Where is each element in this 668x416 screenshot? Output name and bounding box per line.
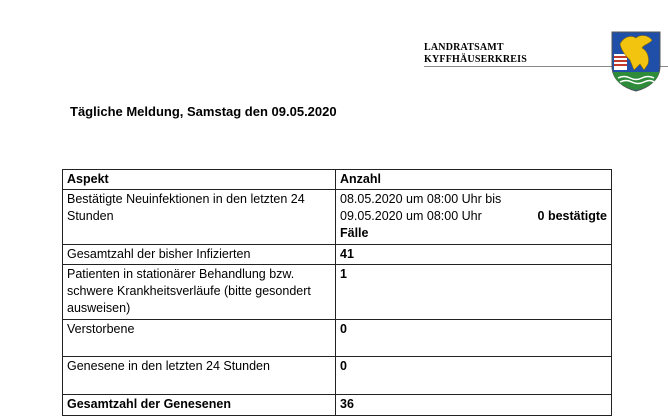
page-title: Tägliche Meldung, Samstag den 09.05.2020 (70, 104, 337, 119)
aspect-cell: Gesamtzahl der bisher Infizierten (63, 245, 336, 265)
aspect-cell: Verstorbene (63, 320, 336, 357)
value-cell: 36 (336, 395, 612, 416)
value-line2: 09.05.2020 um 08:00 Uhr (340, 209, 482, 223)
coat-of-arms-icon (610, 30, 662, 92)
letterhead-line2: KYFFHÄUSERKREIS (424, 54, 528, 65)
column-header-aspekt: Aspekt (63, 170, 336, 190)
value-cell: 1 (336, 265, 612, 320)
table-row (63, 265, 612, 320)
aspect-cell: Gesamtzahl der Genesenen (63, 395, 336, 416)
value-cell: 0 (336, 357, 612, 395)
table-row (63, 190, 612, 245)
table-row (63, 357, 612, 395)
aspect-cell: Bestätigte Neuinfektionen in den letzten 24 Stunden (63, 190, 336, 245)
value-bold-b: Fälle (340, 226, 369, 240)
aspect-cell: Genesene in den letzten 24 Stunden (63, 357, 336, 395)
value-cell: 41 (336, 245, 612, 265)
table-row (63, 245, 612, 265)
aspect-cell: Patienten in stationärer Behandlung bzw. schwere Krankheitsverläufe (bitte gesondert ausweisen) (63, 265, 336, 320)
value-bold-a: 0 bestätigte (537, 209, 607, 223)
letterhead-line1: LANDRATSAMT (424, 42, 504, 53)
table-header-row (63, 170, 612, 190)
column-header-anzahl: Anzahl (336, 170, 612, 190)
table-row (63, 395, 612, 416)
value-cell (336, 190, 612, 245)
letterhead (424, 42, 527, 66)
report-table (62, 169, 612, 416)
table-row (63, 320, 612, 357)
value-cell: 0 (336, 320, 612, 357)
value-line1: 08.05.2020 um 08:00 Uhr bis (340, 192, 502, 206)
